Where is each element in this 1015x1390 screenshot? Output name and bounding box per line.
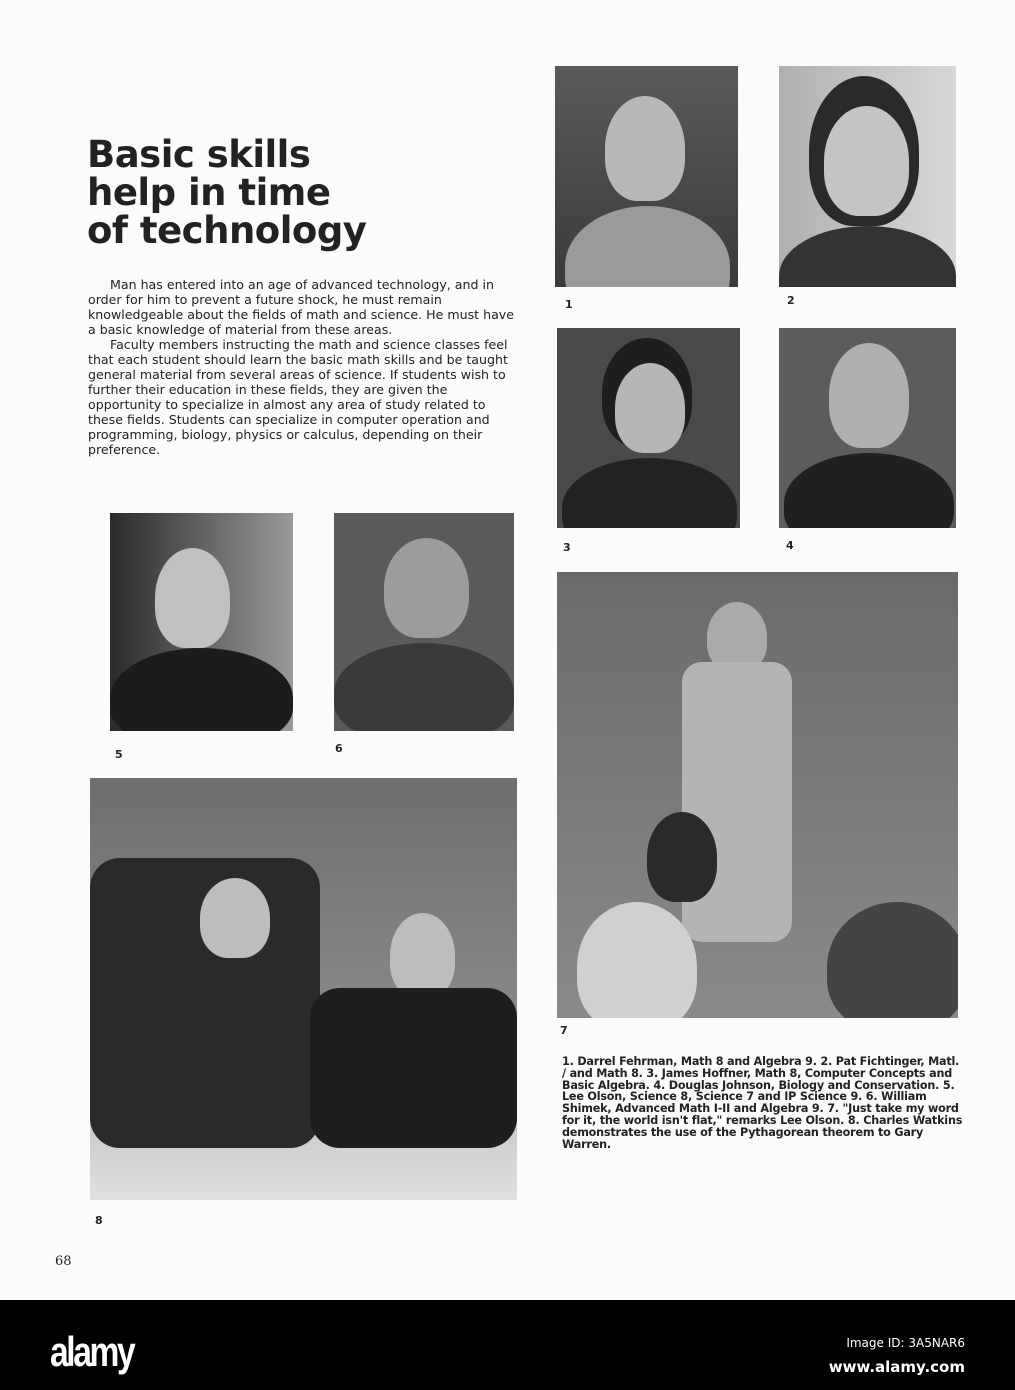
article-title [87, 133, 367, 252]
image-id: Image ID: 3A5NAR6 [846, 1336, 965, 1350]
portrait-photo-1 [555, 66, 738, 287]
photo-number-8: 8 [95, 1214, 103, 1227]
site-url: www.alamy.com [828, 1358, 965, 1376]
portrait-photo-4 [779, 328, 956, 528]
classroom-photo-8 [90, 778, 517, 1200]
photo-number-3: 3 [563, 541, 571, 554]
photo-number-6: 6 [335, 742, 343, 755]
paragraph: Faculty members instructing the math and science classes feel that each student should learn the basic math skills and be taught general material from several areas of science. If students wish to further their education in these fields, they are given the opportunity to specialize in almost any area of study related to these fields. Students can specialize in computer operation and programming, biology, physics or calculus, depending on their preference. [88, 337, 508, 457]
photo-number-2: 2 [787, 294, 795, 307]
portrait-photo-2 [779, 66, 956, 287]
portrait-photo-6 [334, 513, 514, 731]
photo-number-5: 5 [115, 748, 123, 761]
photo-number-4: 4 [786, 539, 794, 552]
photo-number-1: 1 [565, 298, 573, 311]
title-line: of technology [87, 209, 367, 252]
title-line: help in time [87, 171, 331, 214]
alamy-logo: alamy [50, 1328, 134, 1375]
article-body [88, 277, 518, 457]
portrait-photo-5 [110, 513, 293, 731]
photo-number-7: 7 [560, 1024, 568, 1037]
paragraph: Man has entered into an age of advanced technology, and in order for him to prevent a future shock, he must remain knowledgeable about the fields of math and science. He must have a basic knowledge of material from these areas. [88, 277, 514, 337]
photo-captions: 1. Darrel Fehrman, Math 8 and Algebra 9. 2. Pat Fichtinger, Matl. / and Math 8. 3. James Hoffner, Math 8, Computer Concepts and Basic Algebra. 4. Douglas Johnson, Biology and Conservation. 5. Lee Olson, Science 8, Science 7 and IP Science 9. 6. William Shimek, Advanced Math I-II and Algebra 9. 7. "Just take my word for it, the world isn't flat," remarks Lee Olson. 8. Charles Watkins demonstrates the use of the Pythagorean theorem to Gary Warren. [562, 1055, 963, 1151]
portrait-photo-3 [557, 328, 740, 528]
classroom-photo-7 [557, 572, 958, 1018]
title-line: Basic skills [87, 133, 311, 176]
page-number: 68 [55, 1254, 72, 1269]
watermark-bar [0, 1300, 1015, 1390]
